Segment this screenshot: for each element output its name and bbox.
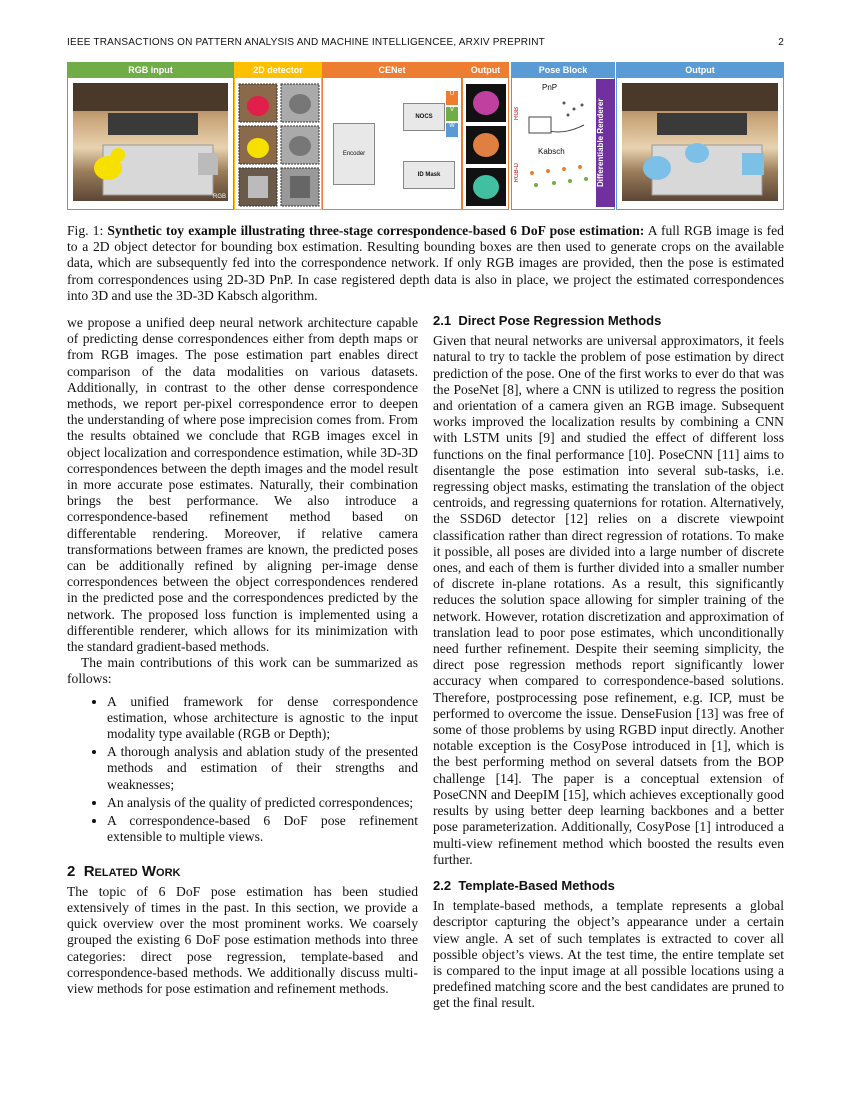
v-channel: V — [446, 107, 458, 121]
right-paragraph-1: Given that neural networks are universal approximators, it feels natural to try to tackle the problem of pose estimation by direct prediction of the pose. One of the first works to ever do that was the PoseNet [8], where a CNN is utilized to regress the position and orientation of a camera given an RGB image. Subsequent works improved the localization results by combining a CNN with LSTM units [9] and studied the effect of different loss functions on the final performance [10]. PoseCNN [11] aims to disentangle the pose estimation into several sub-tasks, i.e. regressing object masks, estimating the translation of the object centroids, and regressing quaternions for rotation. Alternatively, the SSD6D detector [12] relies on a discrete viewpoint classification rather than direct regression of rotations. To make it possible, all poses are divided into a large number of discrete ones, and each of them is further divided into a smaller number of discrete in-plane rotations. As a result, this significantly reduces the solution space allowing for simpler training of the network. However, rotation discretization and approximation of translation lead to poor pose estimates, which unconditionally need further refinement. Despite their seeming simplicity, the direct pose regression methods report significantly lower accuracy when compared to correspondence-based solutions. Therefore, postprocessing pose refinement, e.g. ICP, must be performed to overcome the issue. DenseFusion [13] was free of some of those problems by using RGBD input directly. Another notable exception is the CosyPose introduced in [1], which is the best performing method on several datsets from the BOP challenge [14]. The paper is a conceptual extension of PoseCNN and DeepIM [15], which achieves exceptionally good results by using better deep learning backbones and a better pose parameterization. Additionally, CosyPose [1] introduced a multi-view refinement method which boosted the results even further. — [433, 333, 784, 867]
list-item: • A unified framework for dense correspondence estimation, whose architecture is agnostic to the input modality type available (RGB or Depth); — [107, 694, 418, 743]
rgbd-branch-label: RGB-D — [514, 163, 520, 183]
id-mask-decoder: ID Mask — [403, 161, 455, 189]
page-number: 2 — [778, 37, 784, 48]
subsection-heading-2-2 — [433, 878, 784, 894]
rgb-branch-label: RGB — [514, 107, 520, 121]
subsection-title: Direct Pose Regression Methods — [458, 313, 662, 328]
left-paragraph-3: The topic of 6 DoF pose estimation has been studied extensively of times in the past. In this section, we provide a quick overview over the most prominent works. We coarsely grouped the existing 6 DoF pose estimation methods into three categories: direct pose regression, template-based and correspondence-based methods. We additionally discuss multi-view methods for pose estimation and refinement methods. — [67, 883, 418, 996]
kabsch-label: Kabsch — [538, 147, 565, 156]
caption-bold: Synthetic toy example illustrating three-stage correspondence-based 6 DoF pose estimation: — [107, 223, 645, 238]
w-channel: W — [446, 123, 458, 137]
panel-title-output-1: Output — [463, 63, 508, 78]
subsection-number: 2.1 — [433, 313, 452, 328]
panel-title-rgb-input: RGB input — [68, 63, 233, 78]
contributions-list — [67, 694, 418, 846]
left-paragraph-1: we propose a unified deep neural network architecture capable of predicting dense correspondences either from depth maps or from RGB images. The pose estimation part enables direct comparison of the data modalities on various datasets. Additionally, in contrast to the other dense correspondence methods, we report per-pixel correspondence error to deepen the understanding of where pose imprecision comes from. From the results obtained we conclude that RGB images excel in object localization and correspondence estimation, while 3D-3D correspondences between the depth images and the model result in more accurate pose estimates. Naturally, their combination brings the best performance. We also introduce a correspondence-based refinement method based on differentable rendering. Moreover, if relative camera transformations between frames are known, the predicted poses can be additionally refined by aligning per-image dense correspondences between the object correspondences rendered in the predicted pose and the correspondences predicted by the network. The proposed loss function is implemented using a differentible renderer, which allows for its minimization with the standard gradient-based methods. — [67, 315, 418, 655]
u-channel: U — [446, 91, 458, 105]
section-number: 2 — [67, 862, 76, 880]
left-paragraph-2: The main contributions of this work can be summarized as follows: — [67, 655, 418, 687]
left-column — [67, 315, 418, 997]
panel-output-2 — [616, 62, 784, 210]
detector-crops-graphic — [238, 82, 320, 208]
panel-2d-detector — [234, 62, 322, 210]
subsection-title: Template-Based Methods — [458, 877, 615, 893]
output-scene-graphic — [622, 83, 778, 201]
journal-title: IEEE TRANSACTIONS ON PATTERN ANALYSIS AND MACHINE INTELLIGENCEE, ARXIV PREPRINT — [67, 37, 545, 48]
kitchen-scene-graphic — [73, 83, 228, 201]
encoder-block: Encoder — [333, 123, 375, 185]
panel-title-2d-detector: 2D detector — [235, 63, 321, 78]
list-item: • An analysis of the quality of predicted correspondences; — [107, 795, 418, 811]
panel-cenet — [322, 62, 462, 210]
list-item: • A correspondence-based 6 DoF pose refinement extensible to multiple views. — [107, 813, 418, 845]
panel-title-pose-block: Pose Block — [512, 63, 614, 78]
kitchen-image — [73, 83, 228, 201]
nocs-decoder: NOCS — [403, 103, 445, 131]
list-item: • A thorough analysis and ablation study of the presented methods and estimation of their strengths and weaknesses; — [107, 744, 418, 793]
section-heading-related-work — [67, 864, 418, 880]
section-title: Related Work — [83, 862, 181, 880]
running-header — [67, 37, 784, 48]
right-column — [433, 313, 784, 1012]
caption-text: A full RGB image is fed to a 2D object detector for bounding box estimation. Resulting bounding boxes are then used to generate crops on the available data, which are subsequently fed into the correspondence network. If only RGB images are provided, then the pose is estimated from correspondences using 2D-3D PnP. In case registered depth data is also in place, we project the estimated correspondences into 3D and use the 3D-3D Kabsch algorithm. — [67, 223, 784, 303]
correspondence-graphic — [524, 95, 594, 195]
caption-label: Fig. 1: — [67, 223, 104, 238]
panel-pose-block — [511, 62, 615, 210]
figure-1 — [67, 62, 784, 210]
pnp-label: PnP — [542, 83, 558, 92]
panel-rgb-input — [67, 62, 234, 210]
rgb-tag: RGB — [212, 194, 226, 200]
panel-output-1 — [462, 62, 509, 210]
panel-title-output-2: Output — [617, 63, 783, 78]
output-kitchen-image — [622, 83, 778, 201]
subsection-number: 2.2 — [433, 877, 452, 893]
figure-caption — [67, 223, 784, 304]
panel-title-cenet: CENet — [323, 63, 461, 78]
subsection-heading-2-1 — [433, 313, 784, 329]
right-paragraph-2: In template-based methods, a template represents a global descriptor capturing the object’s appearance under a certain view angle. A set of such templates is extracted to cover all possible object’s views. At the test time, the entire template set is compared to the input image at all possible locations using a predefined matching score and the best candidates are pruned to get the final result. — [433, 898, 784, 1011]
differentiable-renderer-block: Differentiable Renderer — [596, 79, 615, 207]
nocs-outputs-graphic — [465, 83, 507, 207]
